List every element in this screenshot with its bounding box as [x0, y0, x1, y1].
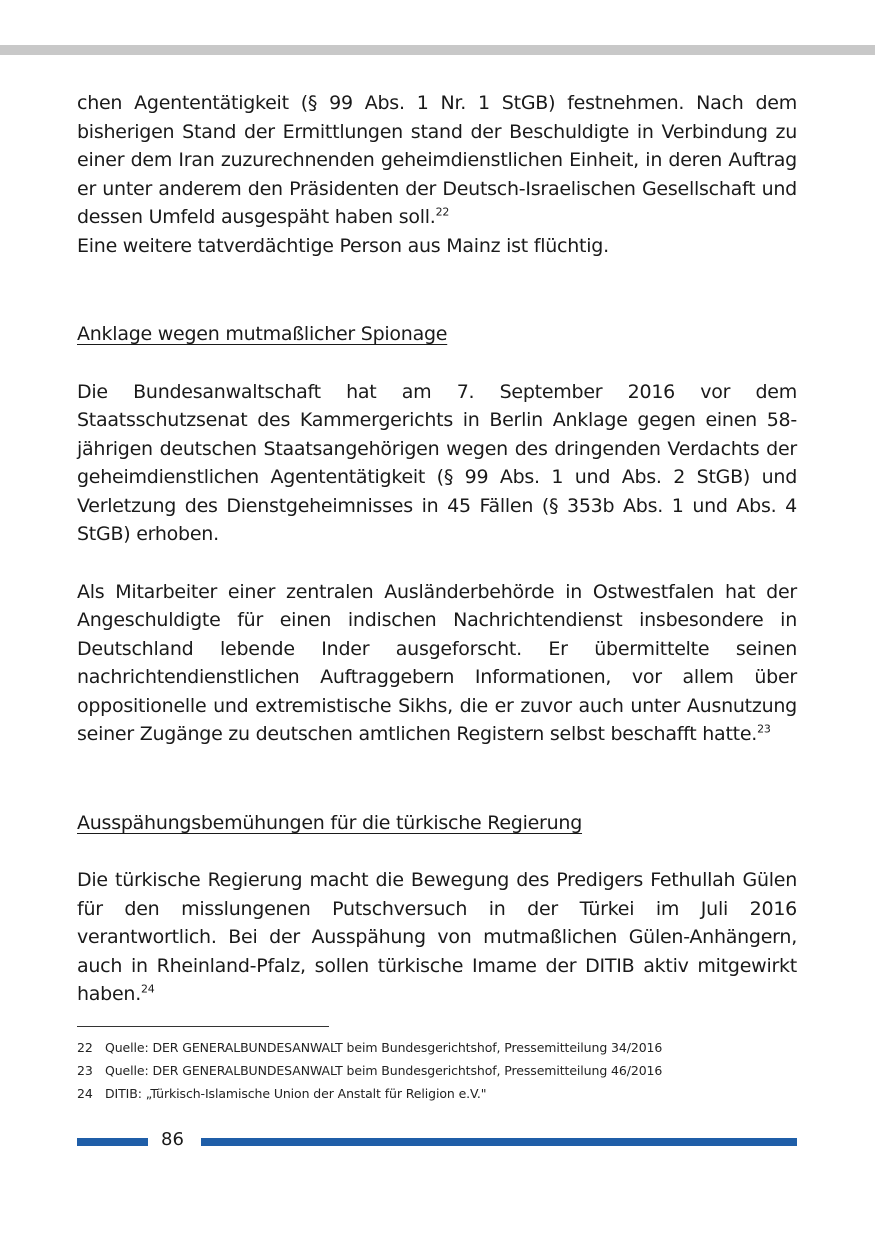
footnote-22 — [77, 1036, 797, 1059]
footnote-number: 24 — [77, 1086, 93, 1101]
page-footer — [77, 1130, 797, 1152]
footnote-23 — [77, 1059, 797, 1082]
page-body — [77, 89, 797, 1009]
page-number: 86 — [161, 1129, 184, 1150]
footnote-text: Quelle: DER GENERALBUNDESANWALT beim Bundesgerichtshof, Pressemitteilung 34/2016 — [105, 1040, 663, 1055]
footnote-24 — [77, 1082, 797, 1105]
footnote-text: DITIB: „Türkisch-Islamische Union der Anstalt für Religion e.V." — [105, 1086, 487, 1101]
footer-bar-right — [201, 1138, 797, 1146]
footnote-text: Quelle: DER GENERALBUNDESANWALT beim Bundesgerichtshof, Pressemitteilung 46/2016 — [105, 1063, 663, 1078]
footnote-ref-24[interactable]: 24 — [141, 982, 155, 996]
footnotes — [77, 1036, 797, 1105]
section-heading-espionage-charge: Anklage wegen mutmaßlicher Spionage — [77, 323, 448, 345]
paragraph-4-text: Als Mitarbeiter einer zentralen Ausländerbehörde in Ostwestfalen hat der Angeschuldigte für einen indischen Nachrichtendienst insbesondere in Deutschland lebende Inder ausgeforscht. Er übermittelte seinen nachrichtendienstlichen Auftraggebern Informationen, vor allem über oppositionelle und extremistische Sikhs, die er zuvor auch unter Ausnutzung seiner Zugänge zu deutschen amtlichen Registern selbst beschafft hatte. — [77, 580, 797, 745]
footnote-number: 23 — [77, 1063, 93, 1078]
footnote-ref-23[interactable]: 23 — [757, 722, 771, 736]
paragraph-5-text: Die türkische Regierung macht die Bewegung des Predigers Fethullah Gülen für den misslungenen Putschversuch in der Türkei im Juli 2016 verantwortlich. Bei der Ausspähung von mutmaßlichen Gülen-Anhängern, auch in Rheinland-Pfalz, sollen türkische Imame der DITIB aktiv mitgewirkt haben. — [77, 869, 797, 1005]
paragraph-4 — [77, 578, 797, 749]
paragraph-3: Die Bundesanwaltschaft hat am 7. September 2016 vor dem Staatsschutzsenat des Kammergerichts in Berlin Anklage gegen einen 58-jährigen deutschen Staatsangehörigen wegen des dringenden Verdachts der geheimdienstlichen Agententätigkeit (§ 99 Abs. 1 und Abs. 2 StGB) und Verletzung des Dienstgeheimnisses in 45 Fällen (§ 353b Abs. 1 und Abs. 4 StGB) erhoben. — [77, 380, 797, 545]
paragraph-5 — [77, 866, 797, 1009]
paragraph-1-text: chen Agententätigkeit (§ 99 Abs. 1 Nr. 1 StGB) festnehmen. Nach dem bisherigen Stand der Ermittlungen stand der Beschuldigte in Verbindung zu einer dem Iran zuzurechnenden geheimdienstlichen Einheit, in deren Auftrag er unter anderem den Präsidenten der Deutsch-Israelischen Gesellschaft und dessen Umfeld ausgespäht haben soll. — [77, 92, 797, 228]
section-heading-turkish-government: Ausspähungsbemühungen für die türkische Regierung — [77, 811, 583, 834]
footnote-number: 22 — [77, 1040, 93, 1055]
footnote-separator — [77, 1026, 329, 1027]
footnote-ref-22[interactable]: 22 — [435, 205, 450, 219]
top-rule — [0, 45, 875, 55]
paragraph-1 — [77, 89, 797, 232]
paragraph-2: Eine weitere tatverdächtige Person aus Mainz ist flüchtig. — [77, 234, 609, 257]
footer-bar-left — [77, 1138, 148, 1146]
